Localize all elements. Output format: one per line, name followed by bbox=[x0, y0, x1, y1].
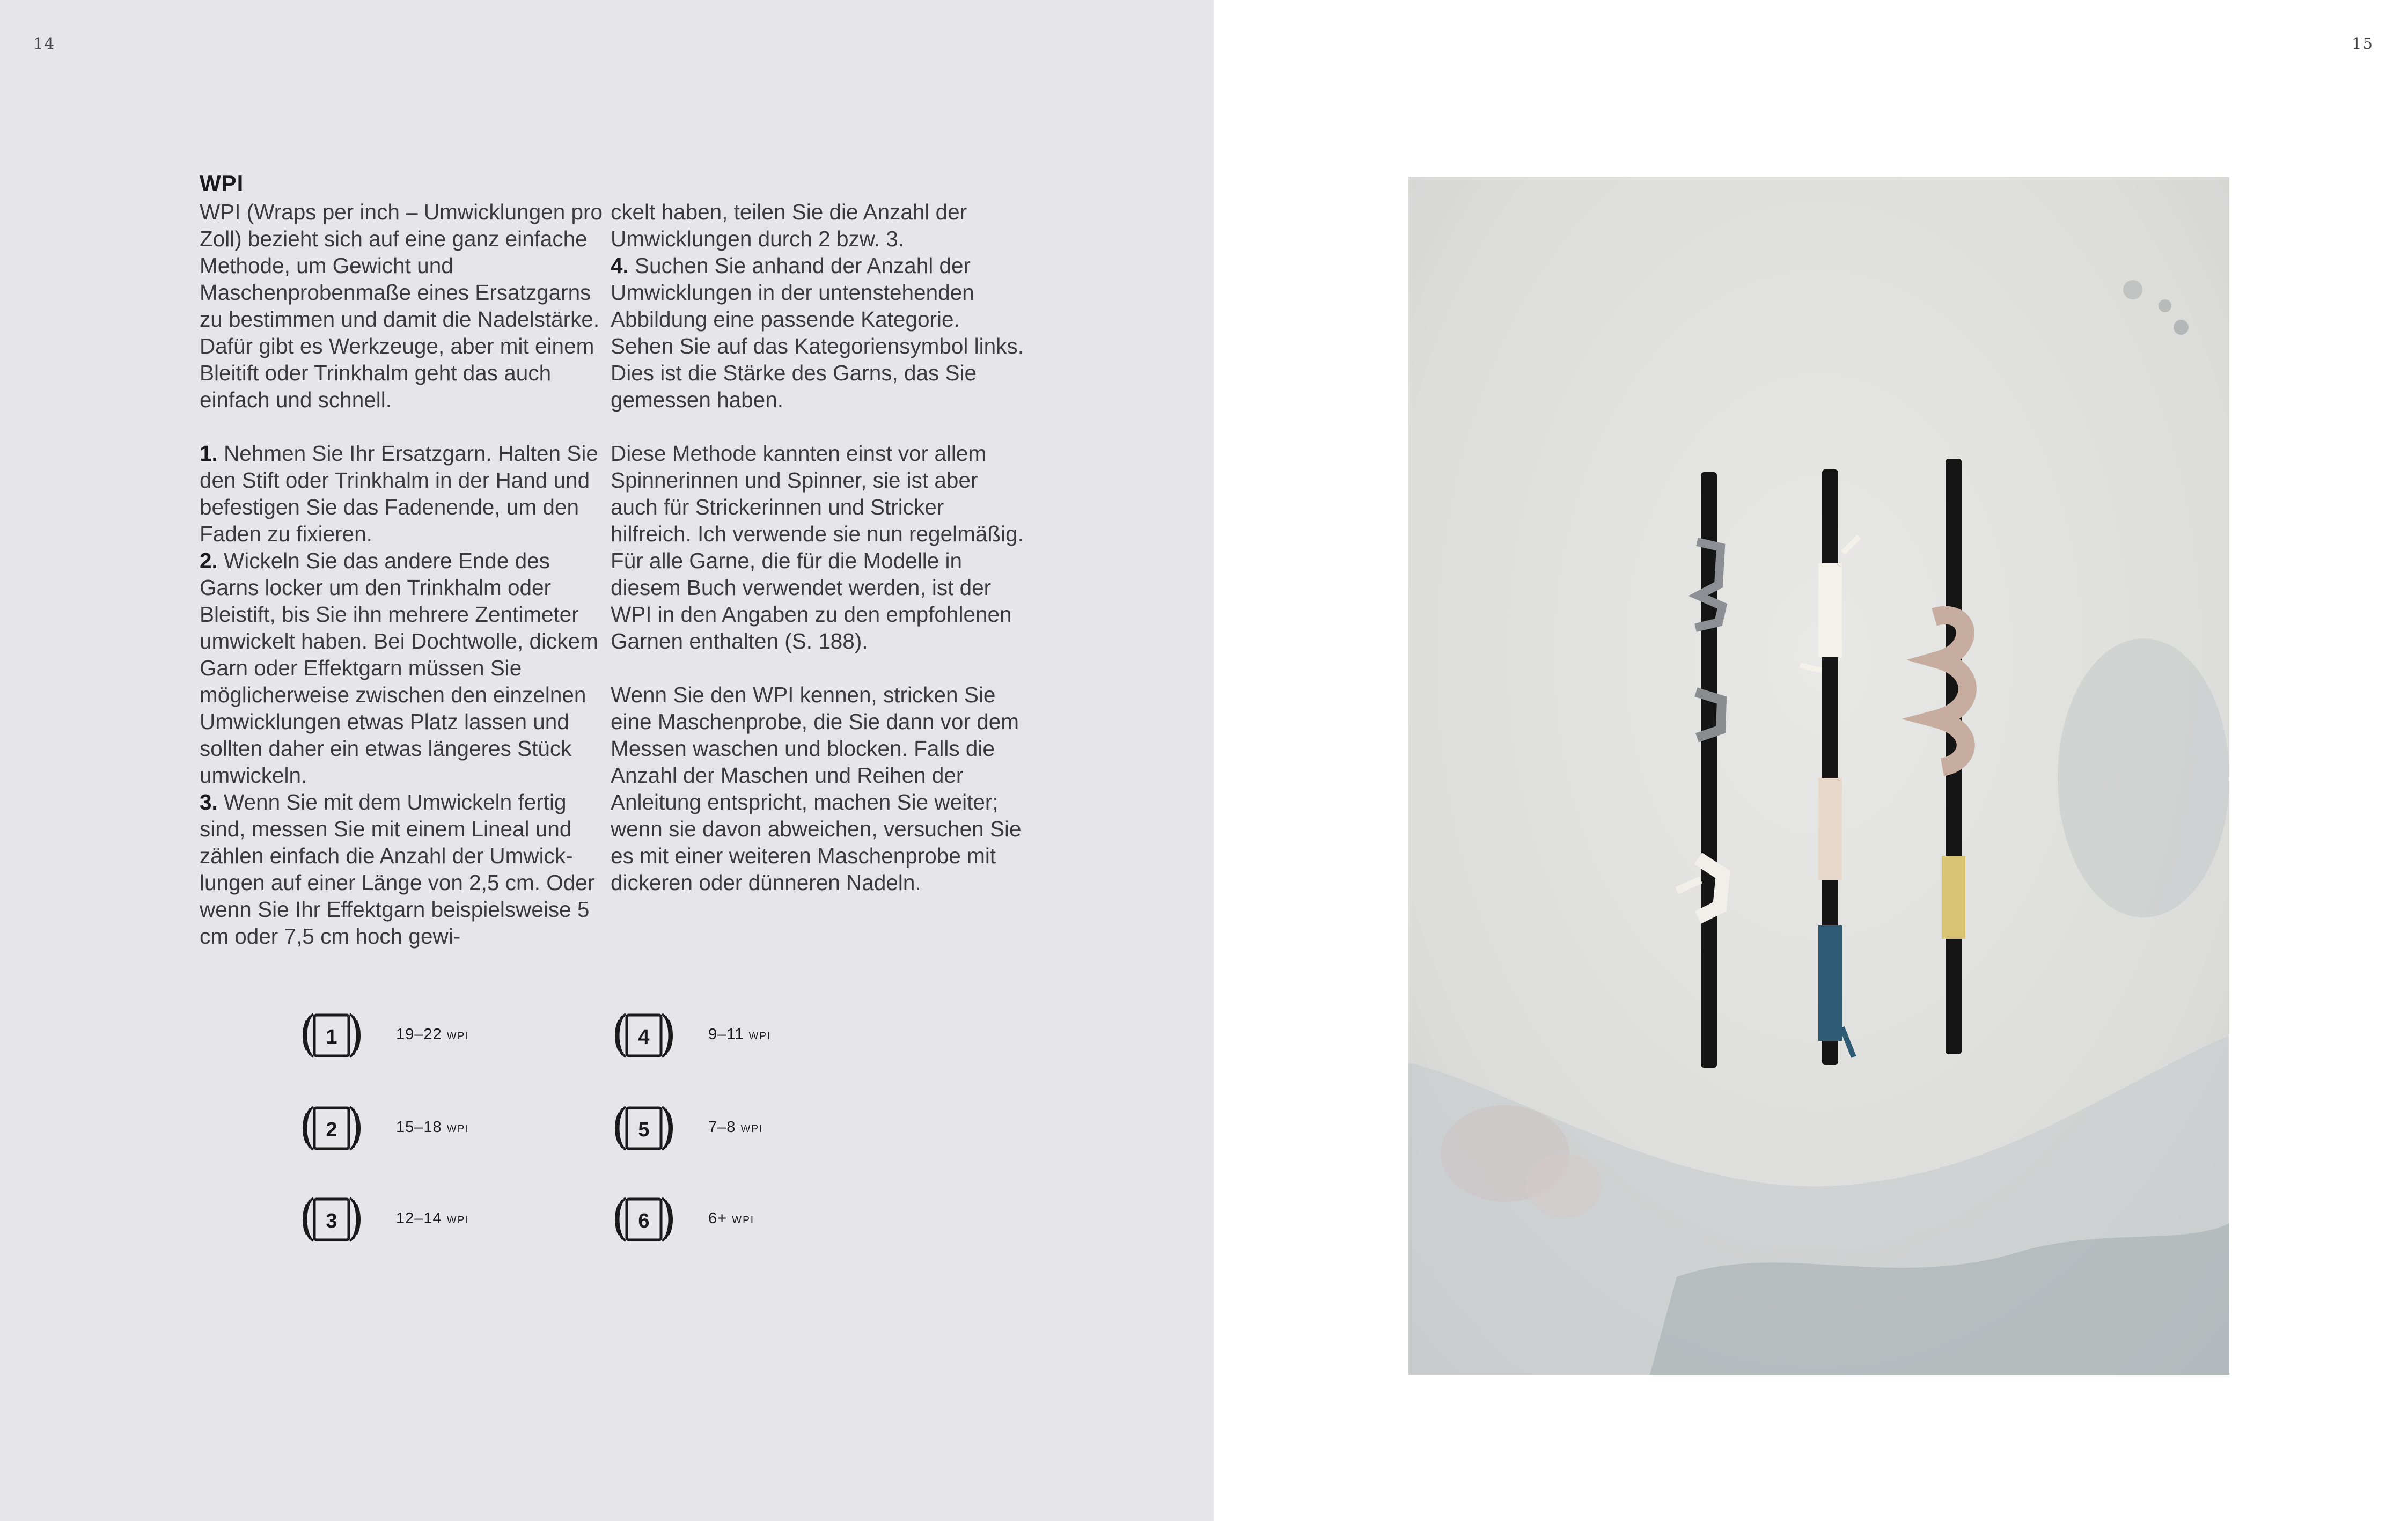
paragraph-text: Wenn Sie den WPI kennen, stricken Sie eine Maschenprobe, die Sie dann vor dem Messen waschen und blocken. Falls die Anzahl der Maschen und Reihen der Anleitung entspricht, machen Sie weiter; wenn sie davon abweichen, versuchen Sie es mit einer weiteren Maschenprobe mit dickeren oder dünneren Nadeln. bbox=[611, 682, 1022, 895]
yarn-ball-icon bbox=[612, 1010, 676, 1061]
yarn-ball-icon bbox=[612, 1194, 676, 1245]
paragraph-text: Suchen Sie anhand der Anzahl der Umwicklungen in der untenstehenden Abbildung eine passende Kategorie. Sehen Sie auf das Kategoriensymbol links. Dies ist die Stärke des Garns, das Sie gemessen haben. bbox=[611, 253, 1024, 412]
paragraph bbox=[200, 199, 613, 413]
section-heading: WPI bbox=[200, 171, 244, 196]
paragraph bbox=[200, 440, 613, 950]
wpi-category-number: 5 bbox=[638, 1119, 650, 1141]
wpi-category-number: 1 bbox=[326, 1026, 337, 1048]
paragraph-text: WPI (Wraps per inch – Umwicklungen pro Zoll) bezieht sich auf eine ganz einfache Methode, um Gewicht und Maschenprobenmaße eines Ersatzgarns zu bestimmen und damit die Nadelstärke. Dafür gibt es Werkzeuge, aber mit einem Bleitift oder Trinkhalm geht das auch einfach und schnell. bbox=[200, 200, 603, 412]
yarn-ball-icon bbox=[299, 1010, 364, 1061]
wpi-category-number: 2 bbox=[326, 1119, 337, 1141]
yarn-ball-icon bbox=[299, 1103, 364, 1154]
paragraph bbox=[611, 440, 1024, 655]
paragraph bbox=[611, 199, 1024, 413]
paragraph-text: ckelt haben, teilen Sie die Anzahl der Umwicklungen durch 2 bzw. 3. bbox=[611, 200, 967, 251]
page-number-right: 15 bbox=[2352, 34, 2374, 53]
wpi-range: 19–22 WPI bbox=[396, 1026, 469, 1043]
paragraph-text: Wenn Sie mit dem Umwickeln fertig sind, messen Sie mit einem Lineal und zählen einfach die Anzahl der Umwicklungen auf einer Länge von 2,5 cm. Oder wenn Sie Ihr Effektgarn beispielsweise 5 cm oder 7,5 cm hoch gewi- bbox=[200, 790, 595, 949]
yarn-ball-icon bbox=[612, 1103, 676, 1154]
paragraph bbox=[611, 681, 1024, 896]
wpi-range: 7–8 WPI bbox=[708, 1119, 763, 1136]
wpi-range: 6+ WPI bbox=[708, 1210, 755, 1227]
paragraph-text: Wickeln Sie das andere Ende des Garns locker um den Trinkhalm oder Bleistift, bis Sie ihn mehrere Zentimeter umwickelt haben. Bei Dochtwolle, dickem Garn oder Effektgarn müssen Sie möglicherweise zwischen den einzelnen Umwicklungen etwas Platz lassen und sollten daher ein etwas längeres Stück umwickeln. bbox=[200, 548, 598, 788]
paragraph-text: Diese Methode kannten einst vor allem Spinnerinnen und Spinner, sie ist aber auch für Strickerinnen und Stricker hilfreich. Ich verwende sie nun regelmäßig. Für alle Garne, die für die Modelle in diesem Buch verwendet werden, ist der WPI in den Angaben zu den empfohlenen Garnen enthalten (S. 188). bbox=[611, 441, 1024, 653]
step-number: 1. bbox=[200, 441, 218, 466]
wpi-category-number: 3 bbox=[326, 1210, 337, 1232]
page-number-left: 14 bbox=[33, 34, 55, 53]
yarn-ball-icon bbox=[299, 1194, 364, 1245]
paragraph-text: Nehmen Sie Ihr Ersatzgarn. Halten Sie den Stift oder Trinkhalm in der Hand und befestigen Sie das Fadenende, um den Faden zu fixieren. bbox=[200, 441, 598, 546]
text-column-2 bbox=[611, 199, 1024, 896]
text-column-1 bbox=[200, 199, 613, 950]
yarn-wrapped-straws-photo bbox=[1408, 177, 2229, 1375]
wpi-category-number: 6 bbox=[638, 1210, 650, 1232]
wpi-category-number: 4 bbox=[638, 1026, 650, 1048]
wpi-range: 9–11 WPI bbox=[708, 1026, 772, 1043]
wpi-range: 15–18 WPI bbox=[396, 1119, 469, 1136]
step-number: 2. bbox=[200, 548, 218, 573]
step-number: 4. bbox=[611, 253, 629, 278]
step-number: 3. bbox=[200, 790, 218, 814]
wpi-range: 12–14 WPI bbox=[396, 1210, 469, 1227]
